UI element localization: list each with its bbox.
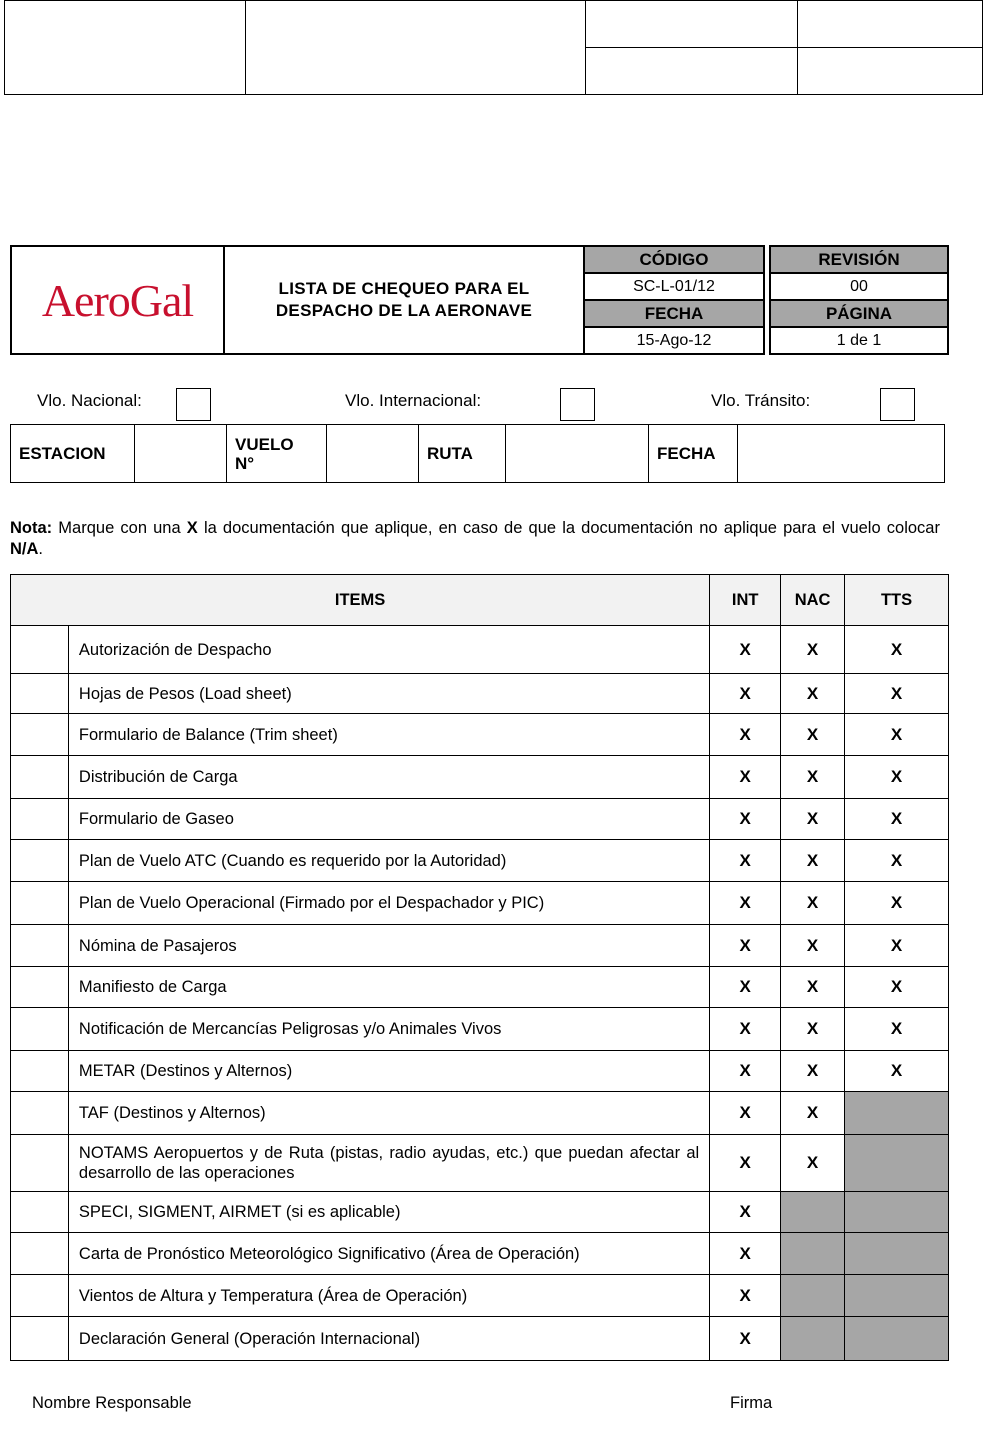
mark-int: X bbox=[710, 1192, 781, 1233]
checklist-row bbox=[11, 840, 949, 882]
codigo-label: CÓDIGO bbox=[584, 246, 764, 273]
vuelo-transito-checkbox[interactable] bbox=[880, 388, 915, 421]
checklist-row bbox=[11, 1008, 949, 1051]
mark-int: X bbox=[710, 1275, 781, 1317]
estacion-field[interactable] bbox=[135, 425, 227, 483]
mark-tts: X bbox=[845, 967, 949, 1008]
item-label: Formulario de Gaseo bbox=[68, 799, 709, 840]
item-label: Autorización de Despacho bbox=[68, 626, 709, 674]
not-applicable-nac bbox=[781, 1317, 845, 1361]
logo-cell bbox=[11, 246, 224, 354]
check-cell[interactable] bbox=[11, 1051, 69, 1092]
item-label: Plan de Vuelo Operacional (Firmado por el Despachador y PIC) bbox=[68, 882, 709, 925]
check-cell[interactable] bbox=[11, 1192, 69, 1233]
mark-int: X bbox=[710, 882, 781, 925]
checklist-row bbox=[11, 714, 949, 756]
mark-int: X bbox=[710, 1051, 781, 1092]
check-cell[interactable] bbox=[11, 626, 69, 674]
fecha-field[interactable] bbox=[738, 425, 945, 483]
mark-int: X bbox=[710, 756, 781, 799]
mark-tts: X bbox=[845, 674, 949, 714]
checklist-row bbox=[11, 1092, 949, 1135]
check-cell[interactable] bbox=[11, 1317, 69, 1361]
mark-int: X bbox=[710, 925, 781, 967]
mark-int: X bbox=[710, 1092, 781, 1135]
header-int: INT bbox=[710, 575, 781, 626]
mark-int: X bbox=[710, 799, 781, 840]
check-cell[interactable] bbox=[11, 1008, 69, 1051]
form-title bbox=[224, 246, 584, 354]
mark-nac: X bbox=[781, 925, 845, 967]
header-nac: NAC bbox=[781, 575, 845, 626]
vuelo-internacional-label: Vlo. Internacional: bbox=[345, 391, 482, 410]
header-cell-center bbox=[246, 1, 586, 95]
header-cell-left bbox=[5, 1, 246, 95]
header-cell-r1c2 bbox=[798, 1, 983, 48]
mark-int: X bbox=[710, 1317, 781, 1361]
header-items: ITEMS bbox=[11, 575, 710, 626]
checklist-row bbox=[11, 756, 949, 799]
checklist-row bbox=[11, 967, 949, 1008]
item-label: Hojas de Pesos (Load sheet) bbox=[68, 674, 709, 714]
note-end: . bbox=[38, 540, 44, 558]
not-applicable-nac bbox=[781, 1275, 845, 1317]
checklist-row bbox=[11, 1317, 949, 1361]
checklist-row bbox=[11, 1233, 949, 1275]
mark-nac: X bbox=[781, 1092, 845, 1135]
mark-nac: X bbox=[781, 882, 845, 925]
vuelo-field[interactable] bbox=[327, 425, 419, 483]
check-cell[interactable] bbox=[11, 1135, 69, 1192]
pagina-label: PÁGINA bbox=[770, 300, 948, 327]
flight-info-table bbox=[10, 424, 945, 483]
item-label: Carta de Pronóstico Meteorológico Significativo (Área de Operación) bbox=[68, 1233, 709, 1275]
checklist-row bbox=[11, 1135, 949, 1192]
note-text-2: la documentación que aplique, en caso de que la documentación no aplique para el vuelo colocar bbox=[197, 519, 940, 537]
mark-int: X bbox=[710, 714, 781, 756]
note-text-1: Marque con una bbox=[52, 519, 187, 537]
check-cell[interactable] bbox=[11, 714, 69, 756]
item-label: SPECI, SIGMENT, AIRMET (si es aplicable) bbox=[68, 1192, 709, 1233]
item-label: METAR (Destinos y Alternos) bbox=[68, 1051, 709, 1092]
check-cell[interactable] bbox=[11, 756, 69, 799]
vuelo-label bbox=[227, 425, 327, 483]
fecha-label: FECHA bbox=[649, 425, 738, 483]
item-label: TAF (Destinos y Alternos) bbox=[68, 1092, 709, 1135]
mark-tts: X bbox=[845, 840, 949, 882]
mark-tts: X bbox=[845, 626, 949, 674]
mark-int: X bbox=[710, 967, 781, 1008]
mark-tts: X bbox=[845, 756, 949, 799]
note-label: Nota: bbox=[10, 519, 53, 537]
ruta-label: RUTA bbox=[419, 425, 506, 483]
form-header bbox=[10, 245, 949, 355]
form-title-line2: DESPACHO DE LA AERONAVE bbox=[275, 301, 533, 320]
header-cell-r2c2 bbox=[798, 48, 983, 95]
check-cell[interactable] bbox=[11, 1275, 69, 1317]
mark-nac: X bbox=[781, 840, 845, 882]
checklist-row bbox=[11, 1192, 949, 1233]
form-title-line1: LISTA DE CHEQUEO PARA EL bbox=[278, 279, 530, 298]
mark-tts: X bbox=[845, 1051, 949, 1092]
note-x-mark: X bbox=[186, 519, 198, 537]
check-cell[interactable] bbox=[11, 1092, 69, 1135]
estacion-label: ESTACION bbox=[11, 425, 135, 483]
checklist-table bbox=[10, 574, 949, 1361]
checklist-row bbox=[11, 674, 949, 714]
mark-tts: X bbox=[845, 925, 949, 967]
vuelo-label-line2: N° bbox=[235, 453, 255, 473]
vuelo-transito-label: Vlo. Tránsito: bbox=[711, 391, 811, 410]
not-applicable-tts bbox=[845, 1317, 949, 1361]
check-cell[interactable] bbox=[11, 799, 69, 840]
checklist-row bbox=[11, 626, 949, 674]
revision-value: 00 bbox=[770, 273, 948, 300]
not-applicable-tts bbox=[845, 1135, 949, 1192]
item-label: Declaración General (Operación Internacional) bbox=[68, 1317, 709, 1361]
mark-int: X bbox=[710, 1008, 781, 1051]
mark-nac: X bbox=[781, 1051, 845, 1092]
vuelo-nacional-checkbox[interactable] bbox=[176, 388, 211, 421]
codigo-value: SC-L-01/12 bbox=[584, 273, 764, 300]
mark-int: X bbox=[710, 674, 781, 714]
not-applicable-tts bbox=[845, 1192, 949, 1233]
mark-tts: X bbox=[845, 882, 949, 925]
mark-tts: X bbox=[845, 799, 949, 840]
check-cell[interactable] bbox=[11, 674, 69, 714]
vuelo-nacional-label: Vlo. Nacional: bbox=[37, 391, 142, 410]
mark-int: X bbox=[710, 1233, 781, 1275]
note-na: N/A bbox=[10, 540, 39, 558]
item-label: Nómina de Pasajeros bbox=[68, 925, 709, 967]
header-cell-r1c1 bbox=[586, 1, 798, 48]
revision-label: REVISIÓN bbox=[770, 246, 948, 273]
item-label: Notificación de Mercancías Peligrosas y/o Animales Vivos bbox=[68, 1008, 709, 1051]
instructions-note bbox=[10, 518, 940, 560]
mark-nac: X bbox=[781, 967, 845, 1008]
check-cell[interactable] bbox=[11, 1233, 69, 1275]
checklist-row bbox=[11, 925, 949, 967]
check-cell[interactable] bbox=[11, 967, 69, 1008]
checklist-header-row bbox=[11, 575, 949, 626]
firma-label: Firma bbox=[730, 1394, 773, 1412]
check-cell[interactable] bbox=[11, 882, 69, 925]
mark-tts: X bbox=[845, 1008, 949, 1051]
not-applicable-tts bbox=[845, 1233, 949, 1275]
pagina-value: 1 de 1 bbox=[770, 327, 948, 354]
vuelo-label-line1: VUELO bbox=[235, 434, 294, 454]
not-applicable-tts bbox=[845, 1092, 949, 1135]
mark-int: X bbox=[710, 626, 781, 674]
vuelo-internacional-checkbox[interactable] bbox=[560, 388, 595, 421]
item-label: Plan de Vuelo ATC (Cuando es requerido por la Autoridad) bbox=[68, 840, 709, 882]
mark-int: X bbox=[710, 840, 781, 882]
mark-nac: X bbox=[781, 714, 845, 756]
document-header-frame bbox=[4, 0, 983, 95]
item-label: NOTAMS Aeropuertos y de Ruta (pistas, radio ayudas, etc.) que puedan afectar al desarrollo de las operaciones bbox=[68, 1135, 709, 1192]
fecha-label: FECHA bbox=[584, 300, 764, 327]
checklist-row bbox=[11, 799, 949, 840]
not-applicable-nac bbox=[781, 1192, 845, 1233]
checklist-row bbox=[11, 1275, 949, 1317]
check-cell[interactable] bbox=[11, 925, 69, 967]
not-applicable-nac bbox=[781, 1233, 845, 1275]
nombre-responsable-label: Nombre Responsable bbox=[32, 1394, 192, 1412]
mark-nac: X bbox=[781, 756, 845, 799]
mark-nac: X bbox=[781, 1135, 845, 1192]
checklist-row bbox=[11, 882, 949, 925]
mark-int: X bbox=[710, 1135, 781, 1192]
item-label: Distribución de Carga bbox=[68, 756, 709, 799]
mark-nac: X bbox=[781, 799, 845, 840]
checklist-row bbox=[11, 1051, 949, 1092]
not-applicable-tts bbox=[845, 1275, 949, 1317]
header-cell-r2c1 bbox=[586, 48, 798, 95]
mark-nac: X bbox=[781, 1008, 845, 1051]
ruta-field[interactable] bbox=[506, 425, 649, 483]
aerogal-logo: AeroGal bbox=[41, 274, 194, 326]
mark-tts: X bbox=[845, 714, 949, 756]
check-cell[interactable] bbox=[11, 840, 69, 882]
fecha-value: 15-Ago-12 bbox=[584, 327, 764, 354]
mark-nac: X bbox=[781, 626, 845, 674]
mark-nac: X bbox=[781, 674, 845, 714]
item-label: Manifiesto de Carga bbox=[68, 967, 709, 1008]
item-label: Vientos de Altura y Temperatura (Área de Operación) bbox=[68, 1275, 709, 1317]
header-tts: TTS bbox=[845, 575, 949, 626]
item-label: Formulario de Balance (Trim sheet) bbox=[68, 714, 709, 756]
